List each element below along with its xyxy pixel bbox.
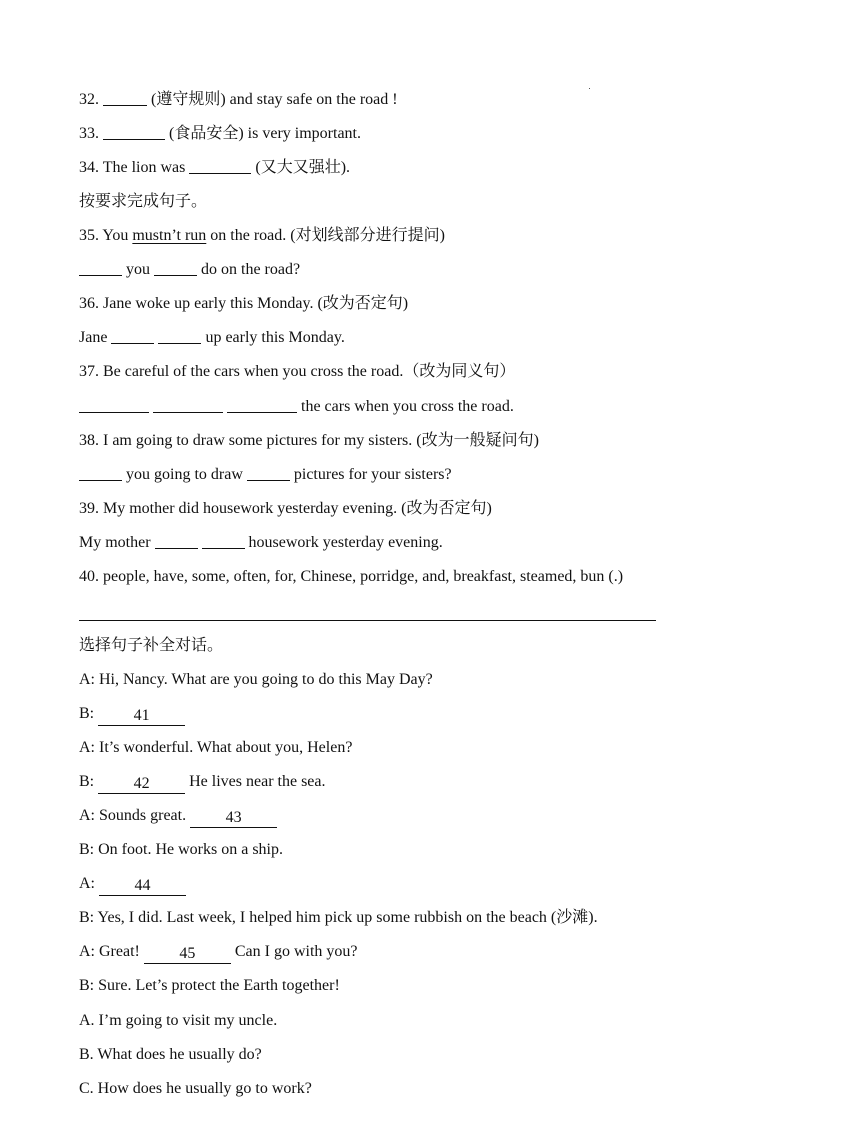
q38-ans-a: you going to draw	[126, 466, 243, 483]
q34-head: 34. The lion was	[79, 159, 190, 176]
q32-tail: and stay safe on the road !	[225, 91, 398, 108]
question-32	[79, 89, 848, 111]
q36-ans-head: Jane	[79, 329, 108, 346]
option-c: C. How does he usually go to work?	[79, 1080, 312, 1097]
dialogue-line-9	[79, 941, 848, 963]
q36-blank-1[interactable]	[111, 327, 154, 344]
dialogue-line-1: A: Hi, Nancy. What are you going to do this May Day?	[79, 671, 433, 688]
dialogue-line-9-head: A: Great!	[79, 943, 144, 960]
q33-blank[interactable]	[103, 123, 165, 140]
q33-tail: is very important.	[243, 125, 361, 142]
section-title-rewrite: 按要求完成句子。	[79, 193, 208, 210]
q33-hint: (食品安全)	[169, 125, 244, 142]
dialogue-speaker-b: B:	[79, 705, 99, 722]
dialogue-line-3: A: It’s wonderful. What about you, Helen?	[79, 739, 353, 756]
q39-blank-2[interactable]	[202, 532, 245, 549]
q35-prompt-head: 35. You	[79, 227, 133, 244]
q34-tail: .	[346, 159, 351, 176]
q36-ans-tail: up early this Monday.	[205, 329, 345, 346]
section-title-dialogue: 选择句子补全对话。	[79, 637, 224, 654]
q37-ans-tail: the cars when you cross the road.	[301, 398, 514, 415]
q38-ans-b: pictures for your sisters?	[293, 466, 452, 483]
dialogue-line-5	[79, 805, 848, 827]
q32-blank[interactable]	[103, 89, 147, 106]
q33-number: 33.	[79, 125, 103, 142]
question-36-answer	[79, 327, 848, 349]
q36-blank-2[interactable]	[158, 327, 201, 344]
q35-ans-a: you	[126, 261, 150, 278]
option-b: B. What does he usually do?	[79, 1046, 262, 1063]
dialogue-speaker-b: B:	[79, 773, 99, 790]
question-38-prompt: 38. I am going to draw some pictures for my sisters. (改为一般疑问句)	[79, 432, 539, 449]
q35-blank-1[interactable]	[79, 259, 122, 276]
dialogue-line-8: B: Yes, I did. Last week, I helped him pick up some rubbish on the beach (沙滩).	[79, 909, 598, 926]
q35-blank-2[interactable]	[154, 259, 197, 276]
q35-underlined: mustn’t run	[132, 227, 207, 244]
question-38-answer	[79, 464, 848, 486]
q35-prompt-tail: on the road. (对划线部分进行提问)	[206, 227, 445, 244]
dialogue-line-4	[79, 771, 848, 793]
q35-ans-b: do on the road?	[201, 261, 301, 278]
question-37-prompt: 37. Be careful of the cars when you cross the road.（改为同义句）	[79, 363, 516, 380]
q37-blank-2[interactable]	[153, 396, 223, 413]
q38-blank-1[interactable]	[79, 464, 122, 481]
question-35-prompt	[79, 225, 848, 247]
dialogue-blank-43[interactable]: 43	[190, 808, 277, 828]
dialogue-blank-42[interactable]: 42	[98, 774, 185, 794]
dialogue-line-10: B: Sure. Let’s protect the Earth together!	[79, 977, 340, 994]
question-34	[79, 157, 848, 179]
q37-blank-1[interactable]	[79, 396, 149, 413]
q40-answer-line[interactable]	[79, 620, 656, 621]
q32-number: 32.	[79, 91, 103, 108]
dialogue-line-6: B: On foot. He works on a ship.	[79, 841, 283, 858]
dialogue-line-9-tail: Can I go with you?	[230, 943, 358, 960]
dialogue-line-4-tail: He lives near the sea.	[185, 773, 326, 790]
dialogue-line-5-head: A: Sounds great.	[79, 807, 191, 824]
question-36-prompt: 36. Jane woke up early this Monday. (改为否定句)	[79, 295, 409, 312]
question-35-answer	[79, 259, 848, 281]
dialogue-line-7	[79, 873, 848, 895]
question-37-answer	[79, 396, 848, 418]
question-39-prompt: 39. My mother did housework yesterday evening. (改为否定句)	[79, 500, 492, 517]
q34-hint: (又大又强壮)	[255, 159, 347, 176]
dialogue-blank-45[interactable]: 45	[144, 944, 231, 964]
dialogue-speaker-a: A:	[79, 875, 99, 892]
question-40-prompt: 40. people, have, some, often, for, Chinese, porridge, and, breakfast, steamed, bun (.)	[79, 568, 624, 585]
q39-ans-head: My mother	[79, 534, 151, 551]
q34-blank[interactable]	[189, 157, 251, 174]
q39-ans-tail: housework yesterday evening.	[248, 534, 443, 551]
dialogue-line-2	[79, 703, 848, 725]
q32-hint: (遵守规则)	[151, 91, 226, 108]
dialogue-blank-44[interactable]: 44	[99, 876, 186, 896]
question-33	[79, 123, 848, 145]
q37-blank-3[interactable]	[227, 396, 297, 413]
q38-blank-2[interactable]	[247, 464, 290, 481]
question-39-answer	[79, 532, 848, 554]
dialogue-blank-41[interactable]: 41	[98, 706, 185, 726]
q39-blank-1[interactable]	[155, 532, 198, 549]
option-a: A. I’m going to visit my uncle.	[79, 1012, 278, 1029]
